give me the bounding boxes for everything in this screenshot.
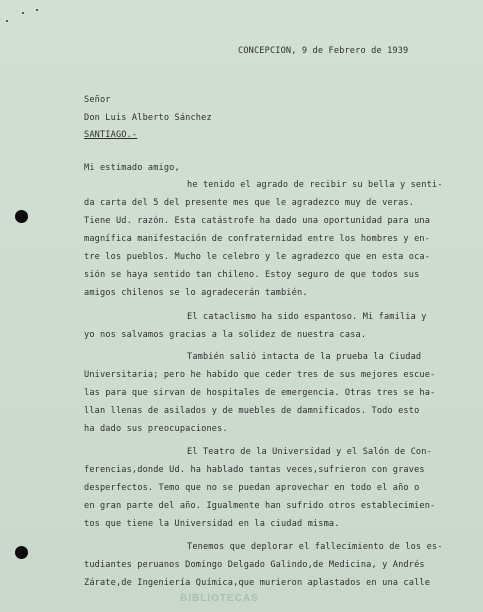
- recipient-name: Don Luis Alberto Sánchez: [84, 113, 212, 123]
- body-line: Zárate,de Ingeniería Química,que murieron aplastados en una calle: [84, 578, 431, 588]
- body-line: ha dado sus preocupaciones.: [84, 424, 228, 434]
- body-line: llan llenas de asilados y de muebles de damnificados. Todo esto: [84, 406, 420, 416]
- place-date: CONCEPCION, 9 de Febrero de 1939: [238, 46, 409, 56]
- punch-hole: [15, 546, 28, 559]
- body-line: Tenemos que deplorar el fallecimiento de los es-: [187, 542, 443, 552]
- body-line: El Teatro de la Universidad y el Salón de Con-: [187, 447, 432, 457]
- body-line: tos que tiene la Universidad en la ciudad misma.: [84, 519, 340, 529]
- watermark: BIBLIOTECAS: [180, 593, 259, 604]
- body-line: El cataclismo ha sido espantoso. Mi familia y: [187, 312, 427, 322]
- body-line: tudiantes peruanos Domingo Delgado Galindo,de Medicina, y Andrés: [84, 560, 425, 570]
- body-line: tre los pueblos. Mucho le celebro y le agradezco que en esta oca-: [84, 252, 431, 262]
- ink-speck: [36, 9, 38, 11]
- body-line: desperfectos. Temo que no se puedan aprovechar en todo el año o: [84, 483, 420, 493]
- body-line: ferencias,donde Ud. ha hablado tantas veces,sufrieron con graves: [84, 465, 425, 475]
- body-line: yo nos salvamos gracias a la solidez de nuestra casa.: [84, 330, 367, 340]
- body-line: las para que sirvan de hospitales de emergencia. Otras tres se ha-: [84, 388, 436, 398]
- salutation: Mi estimado amigo,: [84, 163, 180, 173]
- body-line: Universitaria; pero he habido que ceder tres de sus mejores escue-: [84, 370, 436, 380]
- recipient-title: Señor: [84, 95, 111, 105]
- body-line: da carta del 5 del presente mes que le agradezco muy de veras.: [84, 198, 415, 208]
- body-line: sión se haya sentido tan chileno. Estoy seguro de que todos sus: [84, 270, 420, 280]
- body-line: Tiene Ud. razón. Esta catástrofe ha dado una oportunidad para una: [84, 216, 431, 226]
- punch-hole: [15, 210, 28, 223]
- body-line: en gran parte del año. Igualmente han sufrido otros establecimien-: [84, 501, 436, 511]
- ink-speck: [6, 20, 8, 22]
- body-line: he tenido el agrado de recibir su bella y senti-: [187, 180, 443, 190]
- body-line: También salió intacta de la prueba la Ciudad: [187, 352, 422, 362]
- body-line: amigos chilenos se lo agradecerán también.: [84, 288, 308, 298]
- body-line: magnífica manifestación de confraternidad entre los hombres y en-: [84, 234, 431, 244]
- ink-speck: [22, 12, 24, 14]
- recipient-city: SANTIAGO.-: [84, 130, 138, 140]
